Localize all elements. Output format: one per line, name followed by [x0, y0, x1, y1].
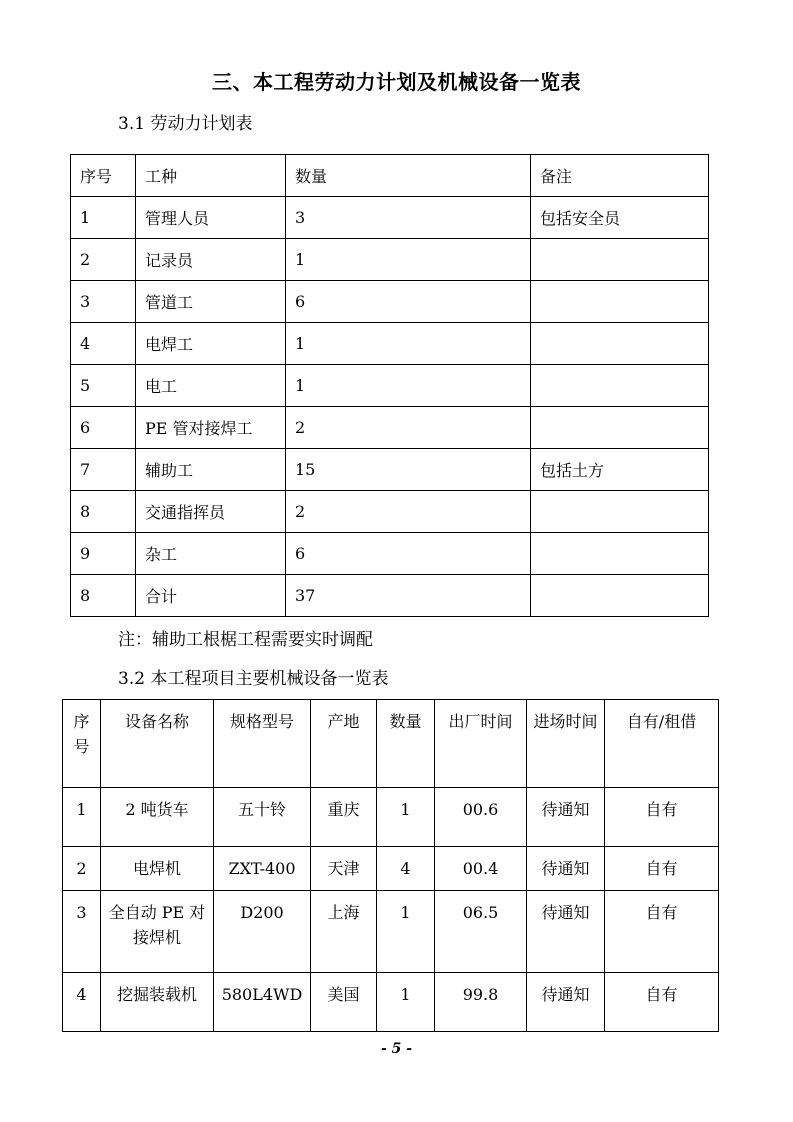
cell-trade: 辅助工 — [136, 449, 286, 491]
cell-entry-date: 待通知 — [527, 847, 605, 891]
cell-equipment-name: 全自动 PE 对接焊机 — [101, 891, 214, 973]
column-header-model: 规格型号 — [214, 700, 311, 788]
column-header-entry-date: 进场时间 — [527, 700, 605, 788]
cell-index: 3 — [71, 281, 136, 323]
cell-index: 1 — [71, 197, 136, 239]
column-header-remark: 备注 — [531, 155, 709, 197]
cell-remark — [531, 239, 709, 281]
table-row — [63, 788, 719, 847]
cell-origin: 重庆 — [311, 788, 377, 847]
cell-qty: 1 — [286, 323, 531, 365]
table-row — [71, 323, 709, 365]
cell-origin: 上海 — [311, 891, 377, 973]
cell-trade: 记录员 — [136, 239, 286, 281]
table-row — [71, 197, 709, 239]
cell-manufacture-date: 00.4 — [435, 847, 527, 891]
cell-index: 2 — [63, 847, 101, 891]
section-heading-labour: 3.1 劳动力计划表 — [118, 114, 253, 134]
cell-index: 9 — [71, 533, 136, 575]
cell-qty: 1 — [377, 973, 435, 1032]
cell-trade: 交通指挥员 — [136, 491, 286, 533]
cell-remark — [531, 575, 709, 617]
column-header-index: 序号 — [71, 155, 136, 197]
cell-index: 4 — [71, 323, 136, 365]
cell-trade: 合计 — [136, 575, 286, 617]
table-row — [63, 847, 719, 891]
column-header-manufacture-date: 出厂时间 — [435, 700, 527, 788]
cell-index: 1 — [63, 788, 101, 847]
cell-qty: 2 — [286, 491, 531, 533]
column-header-qty: 数量 — [286, 155, 531, 197]
cell-qty: 6 — [286, 533, 531, 575]
cell-manufacture-date: 06.5 — [435, 891, 527, 973]
table-row — [71, 533, 709, 575]
column-header-equipment-name: 设备名称 — [101, 700, 214, 788]
table-row — [71, 491, 709, 533]
machinery-list-table — [62, 699, 719, 1032]
labour-table-note: 注：辅助工根椐工程需要实时调配 — [118, 630, 373, 650]
table-header-row — [71, 155, 709, 197]
table-row-total — [71, 575, 709, 617]
cell-model: D200 — [214, 891, 311, 973]
cell-remark — [531, 533, 709, 575]
cell-qty: 2 — [286, 407, 531, 449]
cell-remark: 包括土方 — [531, 449, 709, 491]
column-header-trade: 工种 — [136, 155, 286, 197]
cell-index: 7 — [71, 449, 136, 491]
column-header-index: 序号 — [63, 700, 101, 788]
column-header-origin: 产地 — [311, 700, 377, 788]
cell-equipment-name: 电焊机 — [101, 847, 214, 891]
page-title: 三、本工程劳动力计划及机械设备一览表 — [212, 70, 581, 94]
cell-index: 4 — [63, 973, 101, 1032]
cell-model: ZXT-400 — [214, 847, 311, 891]
cell-trade: 杂工 — [136, 533, 286, 575]
table-row — [71, 407, 709, 449]
cell-qty: 6 — [286, 281, 531, 323]
table-row — [71, 449, 709, 491]
cell-trade: 电焊工 — [136, 323, 286, 365]
cell-index: 5 — [71, 365, 136, 407]
table-row — [71, 239, 709, 281]
cell-manufacture-date: 99.8 — [435, 973, 527, 1032]
cell-remark — [531, 491, 709, 533]
table-row — [71, 281, 709, 323]
cell-ownership: 自有 — [605, 891, 719, 973]
cell-index: 8 — [71, 491, 136, 533]
cell-remark — [531, 281, 709, 323]
cell-entry-date: 待通知 — [527, 788, 605, 847]
column-header-qty: 数量 — [377, 700, 435, 788]
cell-trade: 电工 — [136, 365, 286, 407]
cell-qty: 1 — [286, 239, 531, 281]
cell-index: 3 — [63, 891, 101, 973]
table-header-row — [63, 700, 719, 788]
cell-qty: 1 — [377, 891, 435, 973]
cell-remark: 包括安全员 — [531, 197, 709, 239]
cell-index: 6 — [71, 407, 136, 449]
cell-model: 五十铃 — [214, 788, 311, 847]
cell-trade: 管理人员 — [136, 197, 286, 239]
cell-ownership: 自有 — [605, 973, 719, 1032]
page-number: - 5 - — [380, 1041, 413, 1057]
cell-qty: 3 — [286, 197, 531, 239]
cell-manufacture-date: 00.6 — [435, 788, 527, 847]
column-header-ownership: 自有/租借 — [605, 700, 719, 788]
cell-qty: 4 — [377, 847, 435, 891]
cell-qty: 1 — [377, 788, 435, 847]
cell-qty: 37 — [286, 575, 531, 617]
cell-index: 8 — [71, 575, 136, 617]
cell-origin: 天津 — [311, 847, 377, 891]
cell-trade: 管道工 — [136, 281, 286, 323]
table-row — [63, 973, 719, 1032]
cell-origin: 美国 — [311, 973, 377, 1032]
cell-remark — [531, 407, 709, 449]
labour-plan-table — [70, 154, 709, 617]
cell-remark — [531, 323, 709, 365]
cell-qty: 1 — [286, 365, 531, 407]
cell-ownership: 自有 — [605, 788, 719, 847]
cell-trade: PE 管对接焊工 — [136, 407, 286, 449]
cell-qty: 15 — [286, 449, 531, 491]
cell-ownership: 自有 — [605, 847, 719, 891]
section-heading-machinery: 3.2 本工程项目主要机械设备一览表 — [118, 669, 389, 689]
cell-index: 2 — [71, 239, 136, 281]
cell-remark — [531, 365, 709, 407]
cell-model: 580L4WD — [214, 973, 311, 1032]
cell-entry-date: 待通知 — [527, 891, 605, 973]
table-row — [71, 365, 709, 407]
cell-equipment-name: 2 吨货车 — [101, 788, 214, 847]
cell-entry-date: 待通知 — [527, 973, 605, 1032]
table-row — [63, 891, 719, 973]
cell-equipment-name: 挖掘装载机 — [101, 973, 214, 1032]
